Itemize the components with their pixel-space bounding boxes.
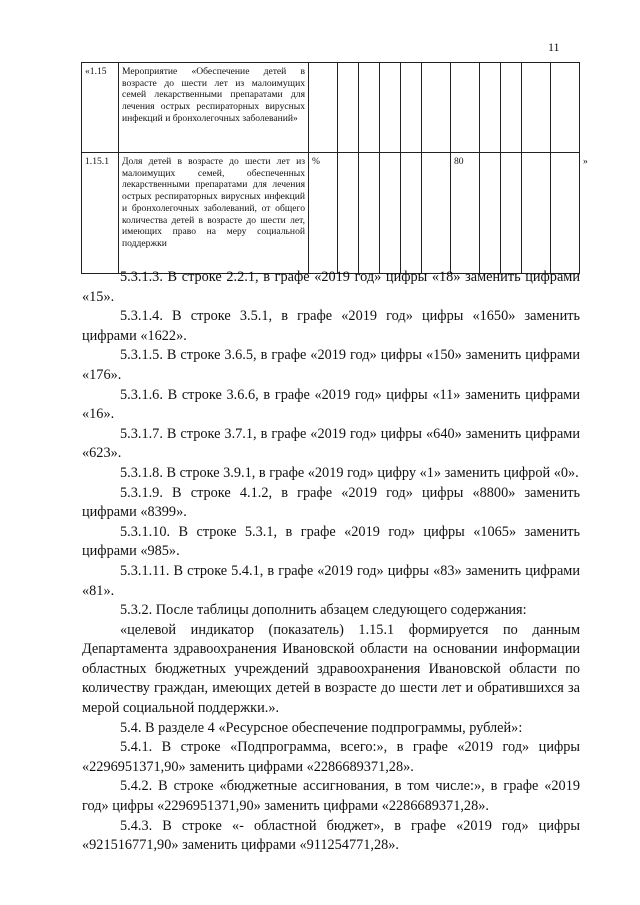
table-cell <box>522 153 551 274</box>
row-number: «1.15 <box>82 63 119 153</box>
paragraph: 5.3.1.11. В строке 5.4.1, в графе «2019 год» цифры «83» заменить цифрами «81». <box>82 562 580 599</box>
row-unit: % <box>309 153 338 274</box>
table-cell <box>480 153 501 274</box>
table-cell <box>480 63 501 153</box>
table-cell <box>522 63 551 153</box>
paragraph: 5.3.1.6. В строке 3.6.6, в графе «2019 год» цифры «11» заменить цифрами «16». <box>82 386 580 423</box>
document-body <box>82 268 580 856</box>
row-unit <box>309 63 338 153</box>
paragraph: 5.3.1.4. В строке 3.5.1, в графе «2019 год» цифры «1650» заменить цифрами «1622». <box>82 308 580 344</box>
paragraph: 5.3.1.8. В строке 3.9.1, в графе «2019 год» цифру «1» заменить цифрой «0». <box>120 464 579 481</box>
table-cell <box>501 153 522 274</box>
table-cell <box>338 63 359 153</box>
row-value: 80 <box>451 153 480 274</box>
paragraph: 5.4. В разделе 4 «Ресурсное обеспечение подпрограммы, рублей»: <box>120 719 523 736</box>
row-description: Мероприятие «Обеспечение детей в возрасте до шести лет из малоимущих семей лекарственными препаратами для лечения острых респираторных вирусных инфекций и бронхолегочных заболеваний» <box>119 63 309 153</box>
row-value <box>451 63 480 153</box>
row-description: Доля детей в возрасте до шести лет из малоимущих семей, обеспеченных лекарственными препаратами для лечения острых респираторных вирусных инфекций и бронхолегочных заболеваний, от общего количества детей в возрасте до шести лет, имеющих право на меру социальной поддержки <box>119 153 309 274</box>
table-cell <box>551 153 580 274</box>
table-cell <box>501 63 522 153</box>
paragraph: 5.3.2. После таблицы дополнить абзацем следующего содержания: <box>120 602 527 619</box>
table-cell <box>551 63 580 153</box>
paragraph: «целевой индикатор (показатель) 1.15.1 формируется по данным Департамента здравоохранения Ивановской области на основании информации областных бюджетных учреждений здравоохранения Ивановской области по количеству граждан, имеющих детей в возрасте до шести лет и обратившихся за мерой социальной поддержки.». <box>82 621 580 717</box>
paragraph: 5.3.1.5. В строке 3.6.5, в графе «2019 год» цифры «150» заменить цифрами «176». <box>82 347 580 383</box>
paragraph: 5.3.1.9. В строке 4.1.2, в графе «2019 год» цифры «8800» заменить цифрами «8399». <box>82 484 580 521</box>
indicators-table <box>81 62 588 274</box>
table-cell <box>380 153 401 274</box>
table-cell <box>380 63 401 153</box>
table-row: 1.15.1 Доля детей в возрасте до шести лет из малоимущих семей, обеспеченных лекарственными препаратами для лечения острых респираторных вирусных инфекций и бронхолегочных заболеваний, от общего количества детей в возрасте до шести лет, имеющих право на меру социальной поддержки % 80 » <box>82 153 580 274</box>
paragraph: 5.3.1.7. В строке 3.7.1, в графе «2019 год» цифры «640» заменить цифрами «623». <box>82 425 580 462</box>
paragraph: 5.4.1. В строке «Подпрограмма, всего:», в графе «2019 год» цифры «2296951371,90» заменить цифрами «2286689371,28». <box>82 739 580 775</box>
table-cell <box>338 153 359 274</box>
row-number: 1.15.1 <box>82 153 119 274</box>
paragraph: 5.4.3. В строке «- областной бюджет», в графе «2019 год» цифры «921516771,90» заменить цифрами «911254771,28». <box>82 817 580 854</box>
table-cell <box>422 153 451 274</box>
paragraph: 5.4.2. В строке «бюджетные ассигнования, в том числе:», в графе «2019 год» цифры «2296951371,90» заменить цифрами «2286689371,28». <box>82 778 580 815</box>
table-cell <box>359 63 380 153</box>
table-cell <box>422 63 451 153</box>
paragraph: 5.3.1.10. В строке 5.3.1, в графе «2019 год» цифры «1065» заменить цифрами «985». <box>82 523 580 560</box>
paragraph: 5.3.1.3. В строке 2.2.1, в графе «2019 год» цифры «18» заменить цифрами «15». <box>82 269 580 305</box>
table-cell <box>401 63 422 153</box>
page-number: 11 <box>548 40 560 54</box>
table-cell <box>359 153 380 274</box>
table-row <box>82 63 580 153</box>
table-cell <box>401 153 422 274</box>
